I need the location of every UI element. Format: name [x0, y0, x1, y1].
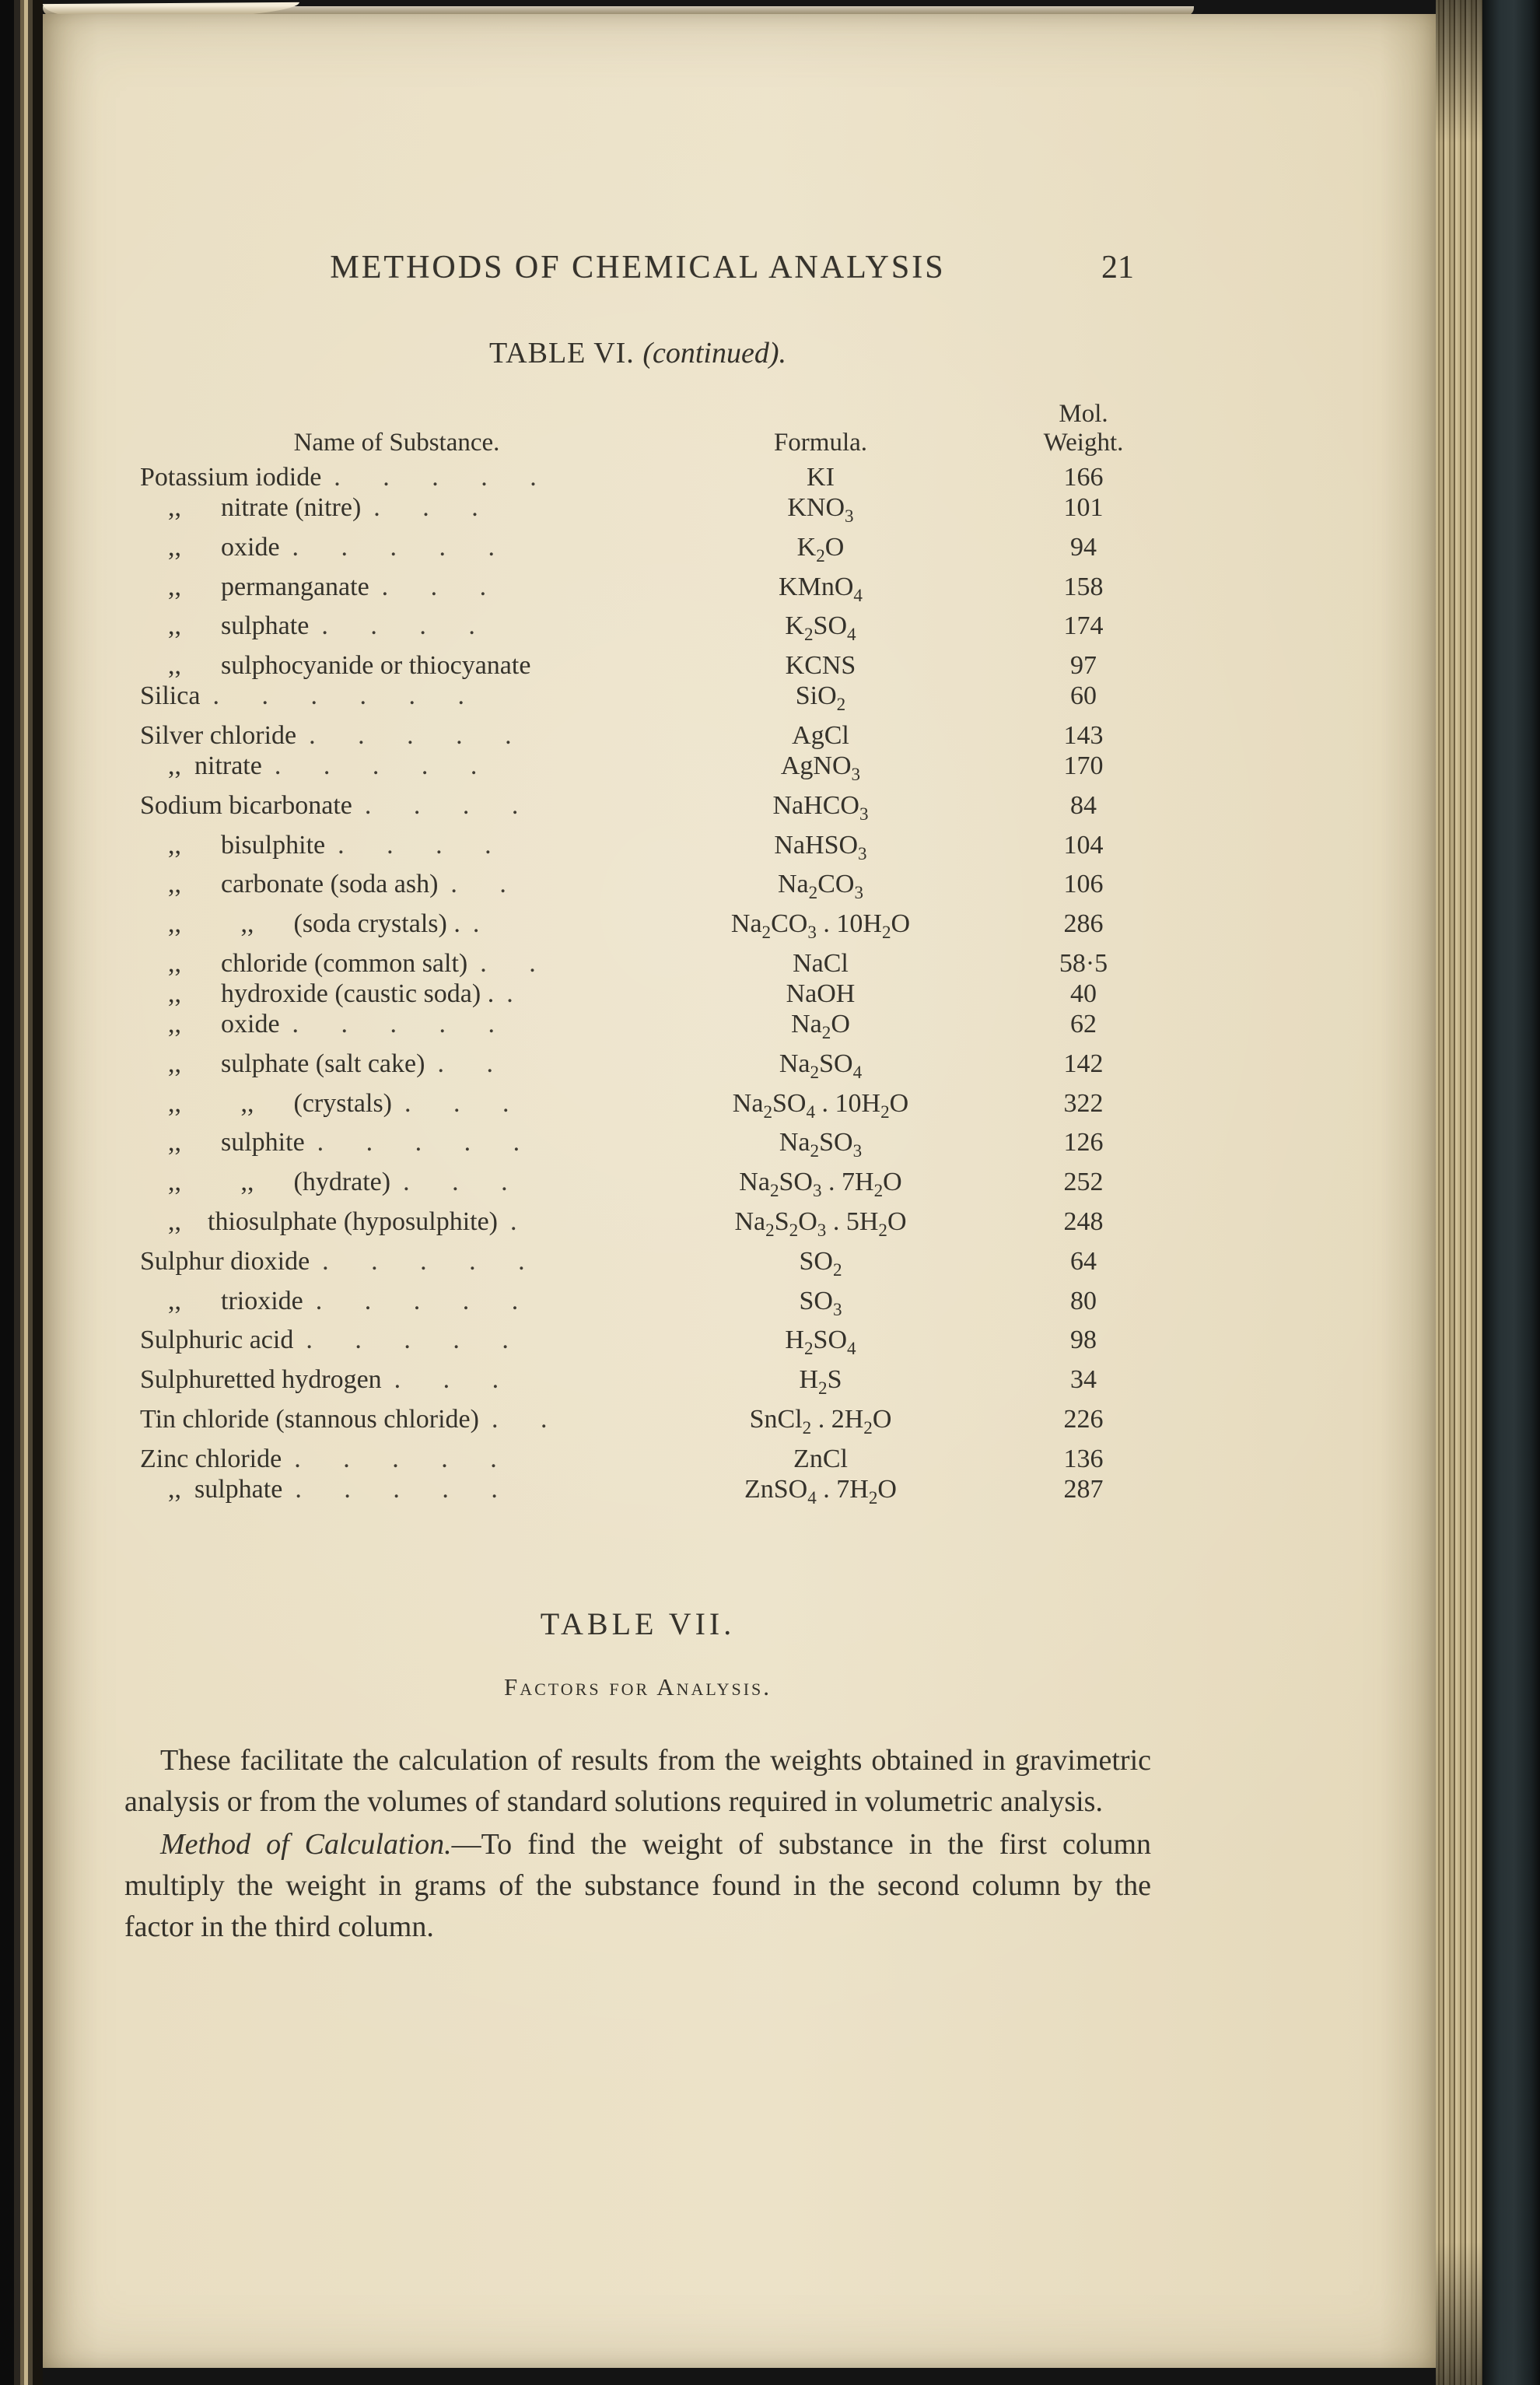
- substance-mol-weight: 142: [1063, 1049, 1104, 1078]
- substance-mol-weight: 40: [1070, 979, 1097, 1008]
- leader-dots: . .: [450, 870, 508, 899]
- substance-mol-weight: 143: [1063, 720, 1104, 750]
- table-row: [124, 979, 1151, 1009]
- column-header-mol-weight: [972, 400, 1151, 457]
- leader-dots: . . . . .: [322, 1246, 527, 1276]
- substance-mol-weight: 158: [1063, 572, 1104, 601]
- table-row: [124, 909, 1151, 948]
- substance-formula: AgCl: [792, 720, 849, 750]
- running-header: [124, 249, 1151, 289]
- column-header-name: Name of Substance.: [293, 429, 500, 457]
- substance-mol-weight: 126: [1063, 1128, 1104, 1157]
- leader-dots: . . . . .: [315, 1286, 520, 1315]
- table-row: [124, 1049, 1151, 1088]
- substance-formula: KMnO$_4$: [779, 572, 863, 606]
- leader-dots: . . . . .: [295, 1474, 499, 1504]
- leader-dots: . . . . .: [309, 720, 513, 750]
- leader-dots: . . . . .: [334, 463, 538, 492]
- table-row: [124, 1127, 1151, 1167]
- table-row: [124, 1444, 1151, 1474]
- table-row: [124, 611, 1151, 650]
- page-content: [124, 14, 1151, 1948]
- substance-formula: $Na_2SO_3$: [779, 1128, 863, 1162]
- leader-dots: . . .: [394, 1365, 501, 1395]
- table6-title-main: TABLE VI.: [489, 337, 635, 369]
- table-row: [124, 1325, 1151, 1364]
- substance-name: Tin chloride (stannous chloride) . .: [140, 1404, 549, 1434]
- leader-dots: . . .: [404, 1088, 511, 1118]
- substance-formula: $Na_2SO_4$ . $10H_2O$: [732, 1088, 909, 1122]
- leader-dots: . . . . .: [292, 532, 497, 562]
- table-row: [124, 572, 1151, 611]
- substance-name: Sulphuretted hydrogen . . .: [140, 1365, 501, 1395]
- table-row: [124, 1364, 1151, 1404]
- substance-name: ,, sulphate . . . .: [168, 611, 477, 641]
- table-row: [124, 751, 1151, 790]
- substance-formula: $SO_3$: [799, 1286, 842, 1320]
- column-header-weight: Weight.: [1043, 429, 1124, 457]
- table-row: [124, 492, 1151, 532]
- substance-mol-weight: 101: [1063, 493, 1104, 522]
- table7-subtitle: Factors for Analysis.: [503, 1672, 772, 1700]
- table7-title: TABLE VII.: [540, 1606, 736, 1641]
- substance-name: Zinc chloride . . . . .: [140, 1444, 499, 1473]
- table-row: [124, 462, 1151, 492]
- book-page: [43, 14, 1436, 2368]
- substance-formula: $Na_2SO_3$ . $7H_2O$: [739, 1168, 902, 1201]
- substance-name: Sulphuric acid . . . . .: [140, 1326, 510, 1355]
- substance-mol-weight: 97: [1070, 651, 1097, 681]
- column-header-formula: Formula.: [773, 429, 868, 457]
- fore-edge-pages: [1436, 0, 1484, 2385]
- substance-name: ,, oxide . . . . .: [168, 532, 497, 562]
- substance-formula: $Na_2CO_3$: [777, 870, 863, 904]
- leader-dots: . . . . .: [292, 1009, 497, 1038]
- substance-name: ,, sulphate (salt cake) . .: [168, 1049, 495, 1078]
- table-row: [124, 1404, 1151, 1444]
- table-row: [124, 681, 1151, 720]
- substance-mol-weight: 84: [1070, 790, 1097, 820]
- substance-mol-weight: 94: [1070, 532, 1097, 562]
- table-row: [124, 1474, 1151, 1514]
- substance-name: ,, ,, (hydrate) . . .: [168, 1168, 509, 1197]
- table-row: [124, 1286, 1151, 1326]
- substances-table-body: [124, 462, 1151, 1514]
- substance-name: ,, nitrate . . . . .: [168, 751, 479, 780]
- table-row: [124, 1009, 1151, 1049]
- table-row: [124, 869, 1151, 909]
- substance-mol-weight: 248: [1063, 1207, 1104, 1236]
- table-row: [124, 1167, 1151, 1207]
- leader-dots: . . . .: [321, 611, 477, 641]
- leader-dots: .: [510, 1207, 519, 1236]
- substance-mol-weight: 286: [1063, 909, 1104, 939]
- substance-name: ,, sulphocyanide or thiocyanate: [168, 651, 531, 681]
- substance-mol-weight: 322: [1063, 1088, 1104, 1118]
- substance-name: ,, bisulphite . . . .: [168, 830, 493, 860]
- substance-name: Potassium iodide . . . . .: [140, 463, 538, 492]
- substance-name: ,, carbonate (soda ash) . .: [168, 870, 508, 899]
- substance-mol-weight: 226: [1063, 1404, 1104, 1434]
- substance-mol-weight: 136: [1063, 1444, 1104, 1473]
- leader-dots: . . . .: [364, 790, 520, 820]
- substance-name: ,, sulphate . . . . .: [168, 1474, 499, 1504]
- column-header-mol: Mol.: [1059, 400, 1108, 428]
- substance-name: ,, ,, (soda crystals) . .: [168, 909, 481, 939]
- substance-mol-weight: 166: [1063, 463, 1104, 492]
- substance-formula: AgNO$_3$: [780, 751, 861, 785]
- substance-name: ,, nitrate (nitre) . . .: [168, 493, 480, 522]
- leader-dots: . .: [491, 1404, 549, 1434]
- substance-formula: NaHCO$_3$: [772, 790, 869, 825]
- substance-name: Sodium bicarbonate . . . .: [140, 790, 520, 820]
- substance-name: Sulphur dioxide . . . . .: [140, 1246, 527, 1276]
- substance-formula: $K_2O$: [796, 532, 845, 566]
- table-row: [124, 948, 1151, 979]
- table-row: [124, 650, 1151, 681]
- substance-formula: $KNO_3$: [787, 493, 854, 527]
- substance-formula: KCNS: [785, 651, 856, 681]
- substance-name: ,, trioxide . . . . .: [168, 1286, 520, 1315]
- substance-formula: $K_2SO_4$: [785, 611, 856, 646]
- substance-name: Silver chloride . . . . .: [140, 720, 513, 750]
- substance-formula: KI: [807, 463, 835, 492]
- table-row: [124, 720, 1151, 751]
- substance-formula: $Na_2SO_4$: [779, 1049, 863, 1083]
- substance-formula: NaOH: [786, 979, 856, 1008]
- page-number: 21: [1101, 250, 1134, 285]
- substance-formula: ZnCl: [793, 1444, 848, 1473]
- table-row: [124, 790, 1151, 830]
- substance-name: ,, sulphite . . . . .: [168, 1128, 522, 1157]
- substance-mol-weight: 62: [1070, 1009, 1097, 1038]
- paragraph-method-rest: —To find the weight of substance in the first column multiply the weight in grams of the substance found in the second column by the factor in the third column.: [124, 1827, 1151, 1943]
- leader-dots: . .: [480, 948, 537, 978]
- leader-dots: . . . . .: [294, 1444, 499, 1473]
- substance-formula: SnCl$_2$ . $2H_2O$: [749, 1404, 892, 1438]
- substance-formula: $SO_2$: [799, 1246, 842, 1280]
- substance-formula: NaCl: [793, 948, 849, 978]
- leader-dots: . . .: [373, 493, 480, 522]
- paragraph-intro: These facilitate the calculation of results from the weights obtained in gravimetric analysis or from the volumes of standard solutions required in volumetric analysis.: [124, 1743, 1151, 1818]
- substance-formula: $Na_2S_2O_3$ . $5H_2O$: [734, 1207, 907, 1241]
- substance-name: ,, hydroxide (caustic soda) . .: [168, 979, 515, 1008]
- substance-mol-weight: 170: [1063, 751, 1104, 780]
- leader-dots: . .: [437, 1049, 495, 1078]
- leader-dots: . . . . .: [274, 751, 479, 780]
- leader-dots: . . . . . .: [212, 681, 466, 711]
- substance-mol-weight: 174: [1063, 611, 1104, 641]
- substance-mol-weight: 64: [1070, 1246, 1097, 1276]
- substance-mol-weight: 58·5: [1059, 948, 1108, 978]
- substance-name: ,, thiosulphate (hyposulphite) .: [168, 1207, 519, 1236]
- table-row: [124, 1246, 1151, 1286]
- table-row: [124, 830, 1151, 870]
- running-header-title: METHODS OF CHEMICAL ANALYSIS: [330, 250, 946, 285]
- substance-name: ,, permanganate . . .: [168, 572, 488, 601]
- table6-column-headers: [124, 400, 1151, 457]
- leader-dots: .: [472, 909, 481, 939]
- substance-mol-weight: 104: [1063, 830, 1104, 860]
- substance-formula: $H_2SO_4$: [785, 1326, 856, 1360]
- leader-dots: . . . . .: [306, 1326, 510, 1355]
- substance-formula: ZnSO$_4$ . $7H_2O$: [744, 1474, 897, 1508]
- substance-formula: SiO$_2$: [795, 681, 846, 715]
- substance-mol-weight: 287: [1063, 1474, 1104, 1504]
- leader-dots: .: [506, 979, 515, 1008]
- leader-dots: . . .: [403, 1168, 509, 1197]
- table-row: [124, 1088, 1151, 1128]
- substance-name: Silica . . . . . .: [140, 681, 466, 711]
- substance-formula: $Na_2CO_3$ . $10H_2O$: [730, 909, 911, 943]
- substance-formula: NaHSO$_3$: [774, 830, 867, 864]
- substance-mol-weight: 252: [1063, 1168, 1104, 1197]
- table6-title: [124, 336, 1151, 370]
- paragraph-method-lead: Method of Calculation.: [160, 1827, 452, 1861]
- leader-dots: . . . . .: [317, 1128, 522, 1157]
- substance-name: ,, oxide . . . . .: [168, 1009, 497, 1038]
- binding-page-edges: [0, 0, 43, 2385]
- table-row: [124, 1207, 1151, 1246]
- substance-mol-weight: 34: [1070, 1365, 1097, 1395]
- substance-formula: $H_2S$: [799, 1365, 842, 1399]
- substance-name: ,, ,, (crystals) . . .: [168, 1088, 511, 1118]
- substance-mol-weight: 60: [1070, 681, 1097, 711]
- substance-mol-weight: 106: [1063, 870, 1104, 899]
- substance-mol-weight: 98: [1070, 1326, 1097, 1355]
- leader-dots: . . . .: [338, 830, 493, 860]
- substance-mol-weight: 80: [1070, 1286, 1097, 1315]
- substance-formula: $Na_2O$: [791, 1009, 850, 1043]
- book-cover: [1482, 0, 1540, 2385]
- substance-name: ,, chloride (common salt) . .: [168, 948, 537, 978]
- paragraph-method: [124, 1824, 1151, 1948]
- table6-title-continued: (continued).: [642, 337, 786, 369]
- table-row: [124, 532, 1151, 572]
- leader-dots: . . .: [381, 572, 488, 601]
